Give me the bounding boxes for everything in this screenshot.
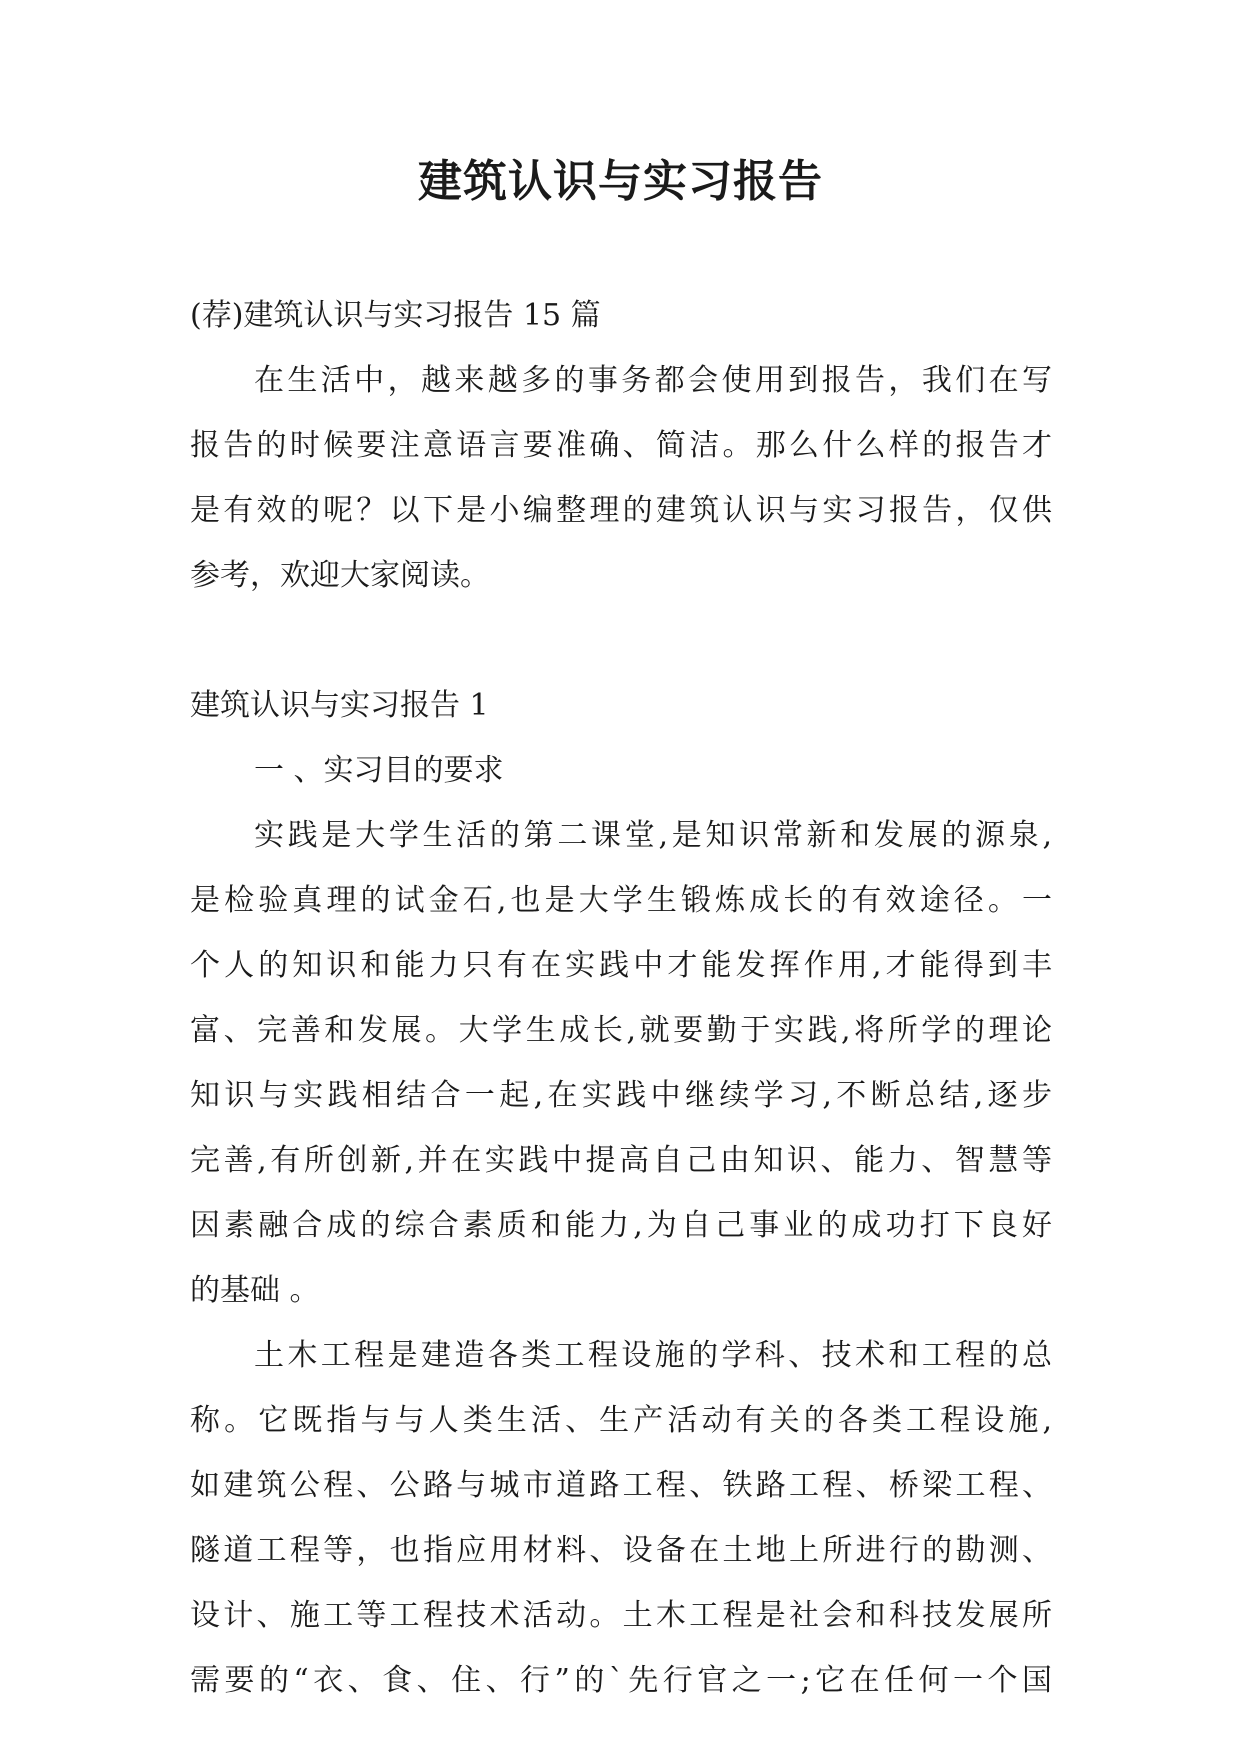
intro-line: 参考，欢迎大家阅读。 bbox=[190, 558, 490, 593]
paragraph-line: 实践是大学生活的第二课堂,是知识常新和发展的源泉, bbox=[254, 818, 1052, 853]
paragraph-line: 称。它既指与与人类生活、生产活动有关的各类工程设施, bbox=[190, 1403, 1052, 1438]
paragraph-line: 是检验真理的试金石,也是大学生锻炼成长的有效途径。一 bbox=[190, 883, 1052, 918]
document-title: 建筑认识与实习报告 bbox=[418, 156, 823, 207]
paragraph-line: 土木工程是建造各类工程设施的学科、技术和工程的总 bbox=[254, 1338, 1052, 1373]
paragraph-line: 隧道工程等，也指应用材料、设备在土地上所进行的勘测、 bbox=[190, 1533, 1052, 1568]
paragraph-line: 知识与实践相结合一起,在实践中继续学习,不断总结,逐步 bbox=[190, 1078, 1052, 1113]
document-body bbox=[190, 283, 1052, 1713]
intro-line: 报告的时候要注意语言要准确、简洁。那么什么样的报告才 bbox=[190, 428, 1052, 463]
paragraph-line: 完善,有所创新,并在实践中提高自己由知识、能力、智慧等 bbox=[190, 1143, 1052, 1178]
paragraph-line: 如建筑公程、公路与城市道路工程、铁路工程、桥梁工程、 bbox=[190, 1468, 1052, 1503]
paragraph-line: 需要的“衣、食、住、行”的`先行官之一;它在任何一个国 bbox=[190, 1663, 1052, 1698]
intro-line: 是有效的呢？以下是小编整理的建筑认识与实习报告，仅供 bbox=[190, 493, 1052, 528]
paragraph-line: 富、完善和发展。大学生成长,就要勤于实践,将所学的理论 bbox=[190, 1013, 1052, 1048]
paragraph-line: 因素融合成的综合素质和能力,为自己事业的成功打下良好 bbox=[190, 1208, 1052, 1243]
paragraph-line: 设计、施工等工程技术活动。土木工程是社会和科技发展所 bbox=[190, 1598, 1052, 1633]
paragraph-line: 的基础 。 bbox=[190, 1273, 320, 1308]
section-heading: 建筑认识与实习报告 1 bbox=[190, 688, 489, 723]
paragraph-line: 个人的知识和能力只有在实践中才能发挥作用,才能得到丰 bbox=[190, 948, 1052, 983]
intro-line: 在生活中，越来越多的事务都会使用到报告，我们在写 bbox=[254, 363, 1052, 398]
document-subtitle: (荐)建筑认识与实习报告 15 篇 bbox=[190, 298, 601, 333]
subheading: 一 、实习目的要求 bbox=[254, 753, 504, 788]
paragraph-gap bbox=[190, 608, 1052, 673]
